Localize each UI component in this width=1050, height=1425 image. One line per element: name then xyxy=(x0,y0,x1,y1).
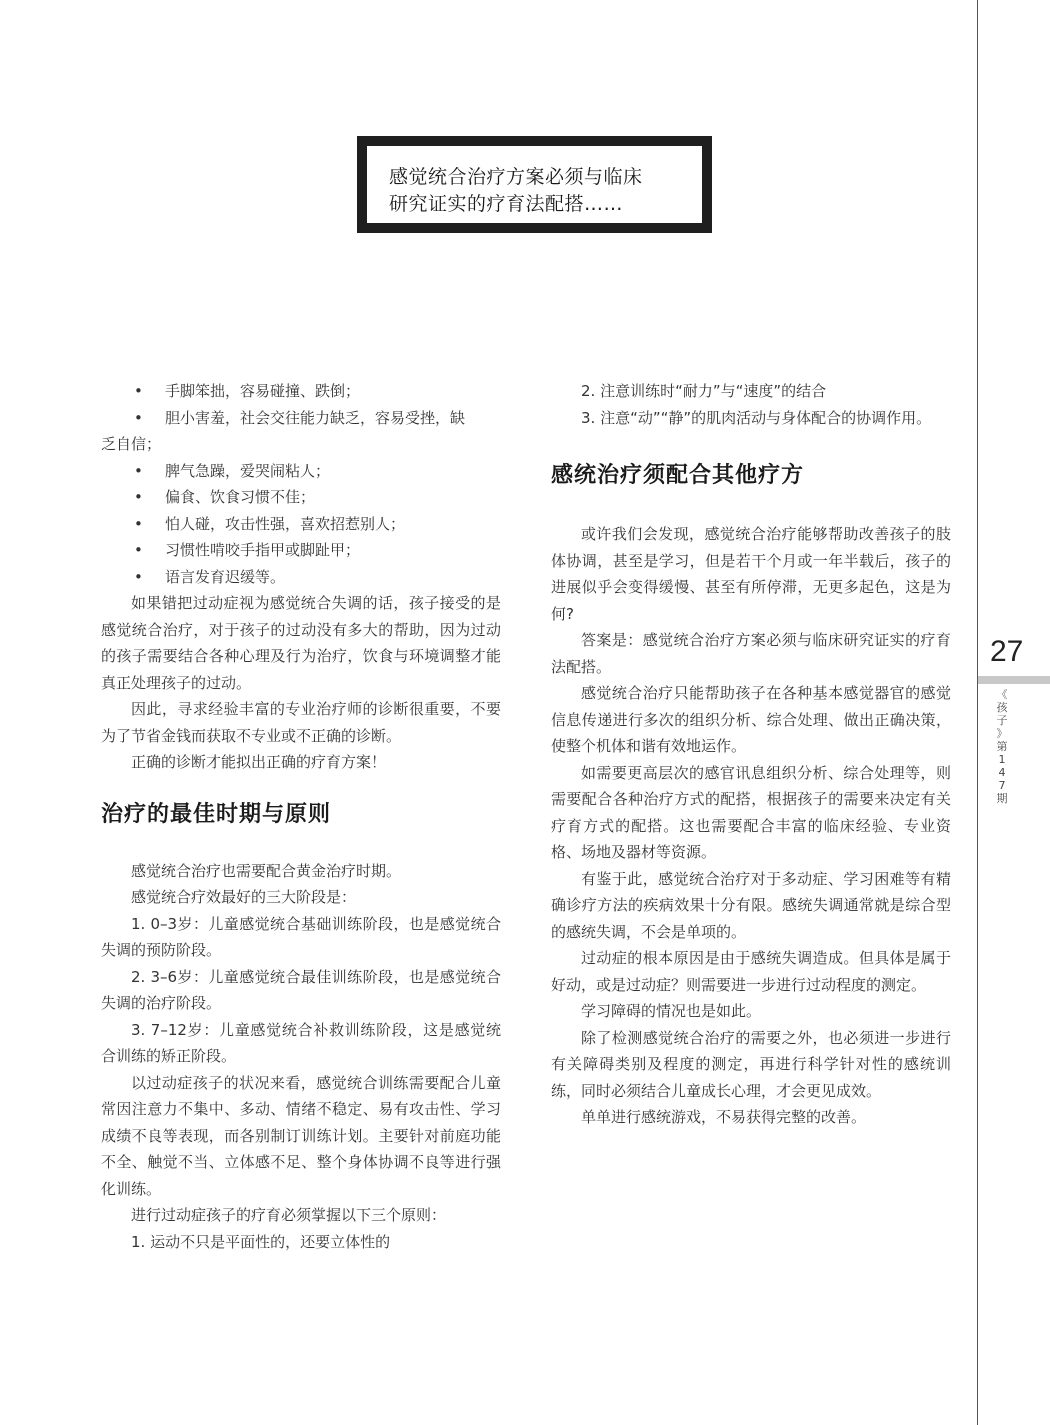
pull-quote-line-2: 研究证实的疗育法配搭…… xyxy=(389,193,624,215)
bullet-dot-icon: • xyxy=(134,382,143,400)
right-column xyxy=(551,378,951,1131)
pull-quote-box xyxy=(357,136,712,233)
bullet-dot-icon: • xyxy=(134,514,143,533)
issue-char: 《 xyxy=(996,688,1008,701)
bullet-dot-icon: • xyxy=(134,567,143,586)
body-paragraph: 学习障碍的情况也是如此。 xyxy=(581,1002,762,1020)
body-paragraph: 答案是：感觉统合治疗方案必须与临床研究证实的疗育法配搭。 xyxy=(551,631,951,676)
body-paragraph: 过动症的根本原因是由于感统失调造成。但具体是属于好动，或是过动症？则需要进一步进行过动程度的测定。 xyxy=(551,949,951,994)
body-paragraph: 进行过动症孩子的疗育必须掌握以下三个原则： xyxy=(131,1206,447,1224)
bullet-item-continuation: 乏自信； xyxy=(101,435,162,453)
bullet-item: • 习惯性啃咬手指甲或脚趾甲； xyxy=(101,537,501,564)
issue-char: 孩 xyxy=(996,701,1008,714)
body-paragraph: 有鉴于此，感觉统合治疗对于多动症、学习困难等有精确诊疗方法的疾病效果十分有限。感统失调通常就是综合型的感统失调，不会是单项的。 xyxy=(551,869,951,941)
body-paragraph: 以过动症孩子的状况来看，感觉统合训练需要配合儿童常因注意力不集中、多动、情绪不稳定、易有攻击性、学习成绩不良等表现，而各别制订训练计划。主要针对前庭功能不全、触觉不当、立体感不足、整个身体协调不良等进行强化训练。 xyxy=(101,1073,501,1198)
body-paragraph: 或许我们会发现，感觉统合治疗能够帮助改善孩子的肢体协调，甚至是学习，但是若干个月或一年半载后，孩子的进展似乎会变得缓慢、甚至有所停滞，无更多起色，这是为何? xyxy=(551,525,951,623)
page-number: 27 xyxy=(990,635,1024,668)
numbered-paragraph: 3. 注意“动”“静”的肌肉活动与身体配合的协调作用。 xyxy=(581,408,932,427)
bullet-item: • 偏食、饮食习惯不佳； xyxy=(101,484,501,511)
issue-label xyxy=(993,688,1011,805)
numbered-paragraph: 1. 运动不只是平面性的，还要立体性的 xyxy=(131,1232,391,1251)
numbered-paragraph: 1. 0–3岁：儿童感觉统合基础训练阶段，也是感觉统合失调的预防阶段。 xyxy=(101,914,501,959)
bullet-item: • 手脚笨拙，容易碰撞、跌倒； xyxy=(101,378,501,405)
issue-char: 》 xyxy=(996,727,1008,740)
section-heading: 治疗的最佳时期与原则 xyxy=(101,801,332,827)
numbered-paragraph: 3. 7–12岁：儿童感觉统合补救训练阶段，这是感觉统合训练的矫正阶段。 xyxy=(101,1020,501,1065)
section-heading: 感统治疗须配合其他疗方 xyxy=(551,463,805,488)
issue-char: 1 xyxy=(998,753,1006,766)
bullet-item: • 胆小害羞，社会交往能力缺乏，容易受挫，缺 xyxy=(101,405,501,432)
pull-quote-line-1: 感觉统合治疗方案必须与临床 xyxy=(389,166,643,188)
bullet-item: • 语言发育迟缓等。 xyxy=(101,564,501,591)
bullet-item: • 怕人碰，攻击性强，喜欢招惹别人； xyxy=(101,511,501,538)
bullet-dot-icon: • xyxy=(134,461,143,480)
left-column xyxy=(101,378,501,1255)
body-paragraph: 感觉统合疗效最好的三大阶段是： xyxy=(131,888,357,906)
body-paragraph: 单单进行感统游戏，不易获得完整的改善。 xyxy=(581,1108,867,1126)
issue-char: 第 xyxy=(996,740,1008,753)
body-paragraph: 如果错把过动症视为感觉统合失调的话，孩子接受的是感觉统合治疗，对于孩子的过动没有多大的帮助，因为过动的孩子需要结合各种心理及行为治疗，饮食与环境调整才能真正处理孩子的过动。 xyxy=(101,594,501,692)
body-paragraph: 感觉统合治疗只能帮助孩子在各种基本感觉器官的感觉信息传递进行多次的组织分析、综合处理、做出正确决策，使整个机体和谐有效地运作。 xyxy=(551,684,951,755)
page-number-bar xyxy=(978,676,1050,684)
body-paragraph: 如需要更高层次的感官讯息组织分析、综合处理等，则需要配合各种治疗方式的配搭，根据孩子的需要来决定有关疗育方式的配搭。这也需要配合丰富的临床经验、专业资格、场地及器材等资源。 xyxy=(551,763,951,861)
body-paragraph: 除了检测感觉统合治疗的需要之外，也必须进一步进行有关障碍类别及程度的测定，再进行科学针对性的感统训练，同时必须结合儿童成长心理，才会更见成效。 xyxy=(551,1028,951,1100)
numbered-paragraph: 2. 3–6岁：儿童感觉统合最佳训练阶段，也是感觉统合失调的治疗阶段。 xyxy=(101,967,501,1012)
sidebar-divider xyxy=(977,0,978,1425)
body-paragraph: 因此，寻求经验丰富的专业治疗师的诊断很重要，不要为了节省金钱而获取不专业或不正确的诊断。 xyxy=(101,700,501,745)
body-paragraph: 感觉统合治疗也需要配合黄金治疗时期。 xyxy=(131,861,402,880)
bullet-dot-icon: • xyxy=(134,488,143,506)
issue-char: 4 xyxy=(998,766,1006,779)
numbered-paragraph: 2. 注意训练时“耐力”与“速度”的结合 xyxy=(581,382,827,400)
bullet-dot-icon: • xyxy=(134,541,143,559)
issue-char: 子 xyxy=(996,714,1008,727)
body-paragraph: 正确的诊断才能拟出正确的疗育方案！ xyxy=(131,753,387,771)
issue-char: 7 xyxy=(998,779,1006,792)
bullet-dot-icon: • xyxy=(134,408,143,427)
bullet-item: • 脾气急躁，爱哭闹粘人； xyxy=(101,458,501,485)
issue-char: 期 xyxy=(996,792,1008,805)
